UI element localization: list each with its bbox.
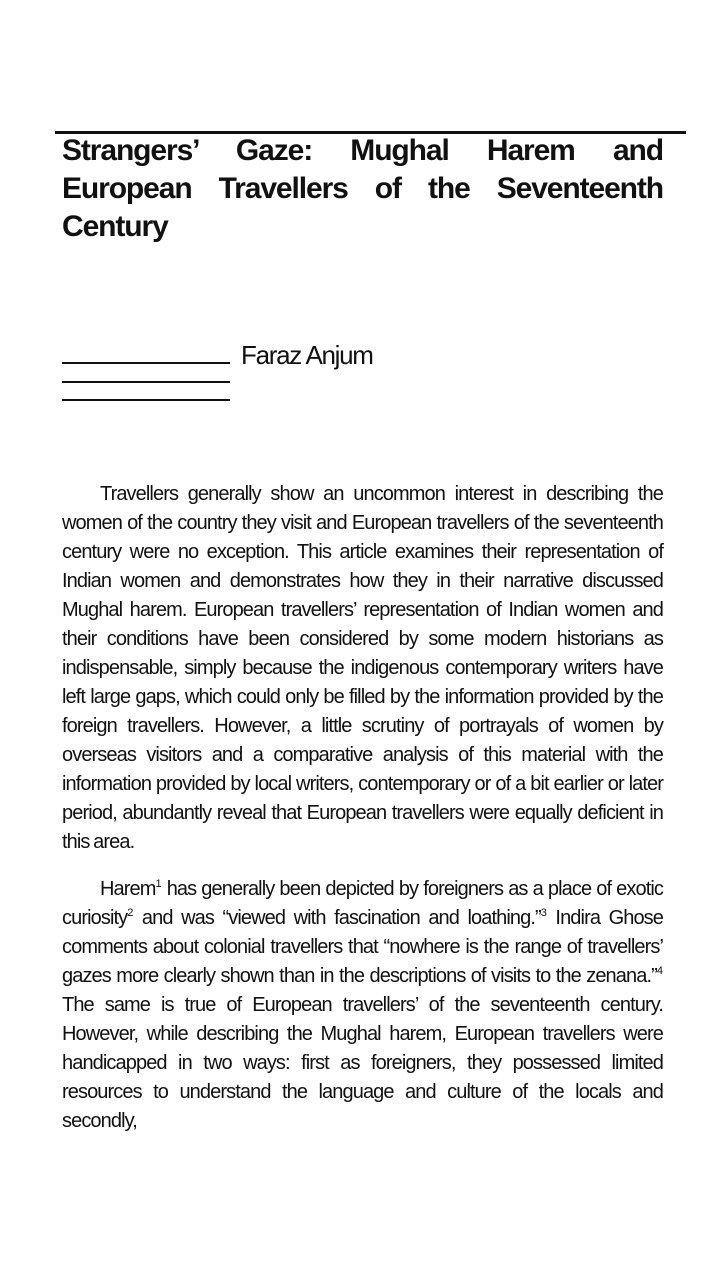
paragraph-1: Travellers generally show an uncommon interest in describing the women of the country they visit and European travellers of the seventeenth century were no exception. This article examines their representation of Indian women and demonstrates how they in their narrative discussed Mughal harem. European travellers’ representation of Indian women and their conditions have been considered by some modern historians as indispensable, simply because the indigenous contemporary writers have left large gaps, which could only be filled by the information provided by the foreign travellers. However, a little scrutiny of portrayals of women by overseas visitors and a comparative analysis of this material with the information provided by local writers, contemporary or of a bit earlier or later period, abundantly reveal that European travellers were equally deficient in this area. [62, 483, 663, 853]
article-title: Strangers’ Gaze: Mughal Harem and European Travellers of the Seventeenth Century [62, 134, 663, 243]
paragraph-2 [62, 875, 663, 1136]
paragraph-text: has generally been depicted by foreigners as a place of exotic curiosity [62, 878, 663, 929]
article-body [62, 480, 663, 1154]
byline [62, 338, 462, 408]
author-name: Faraz Anjum [241, 340, 373, 370]
byline-rule [62, 399, 230, 401]
footnote-marker-3[interactable]: 3 [540, 907, 547, 919]
byline-rule [62, 381, 230, 383]
byline-rule [62, 362, 230, 364]
paragraph-text: and was “viewed with fascination and loathing.” [133, 907, 541, 929]
footnote-marker-1[interactable]: 1 [155, 878, 162, 890]
footnote-marker-4[interactable]: 4 [656, 965, 663, 977]
paragraph-text: Indira Ghose comments about colonial travellers that “nowhere is the range of travellers’ gazes more clearly shown than in the descriptions of visits to the zenana.” [62, 907, 663, 987]
footnote-marker-2[interactable]: 2 [127, 907, 134, 919]
paragraph-text: Harem [100, 878, 156, 900]
paragraph-text: The same is true of European travellers’ of the seventeenth century. However, while describing the Mughal harem, European travellers were handicapped in two ways: first as foreigners, they possessed limited resources to understand the language and culture of the locals and secondly, [62, 994, 663, 1132]
